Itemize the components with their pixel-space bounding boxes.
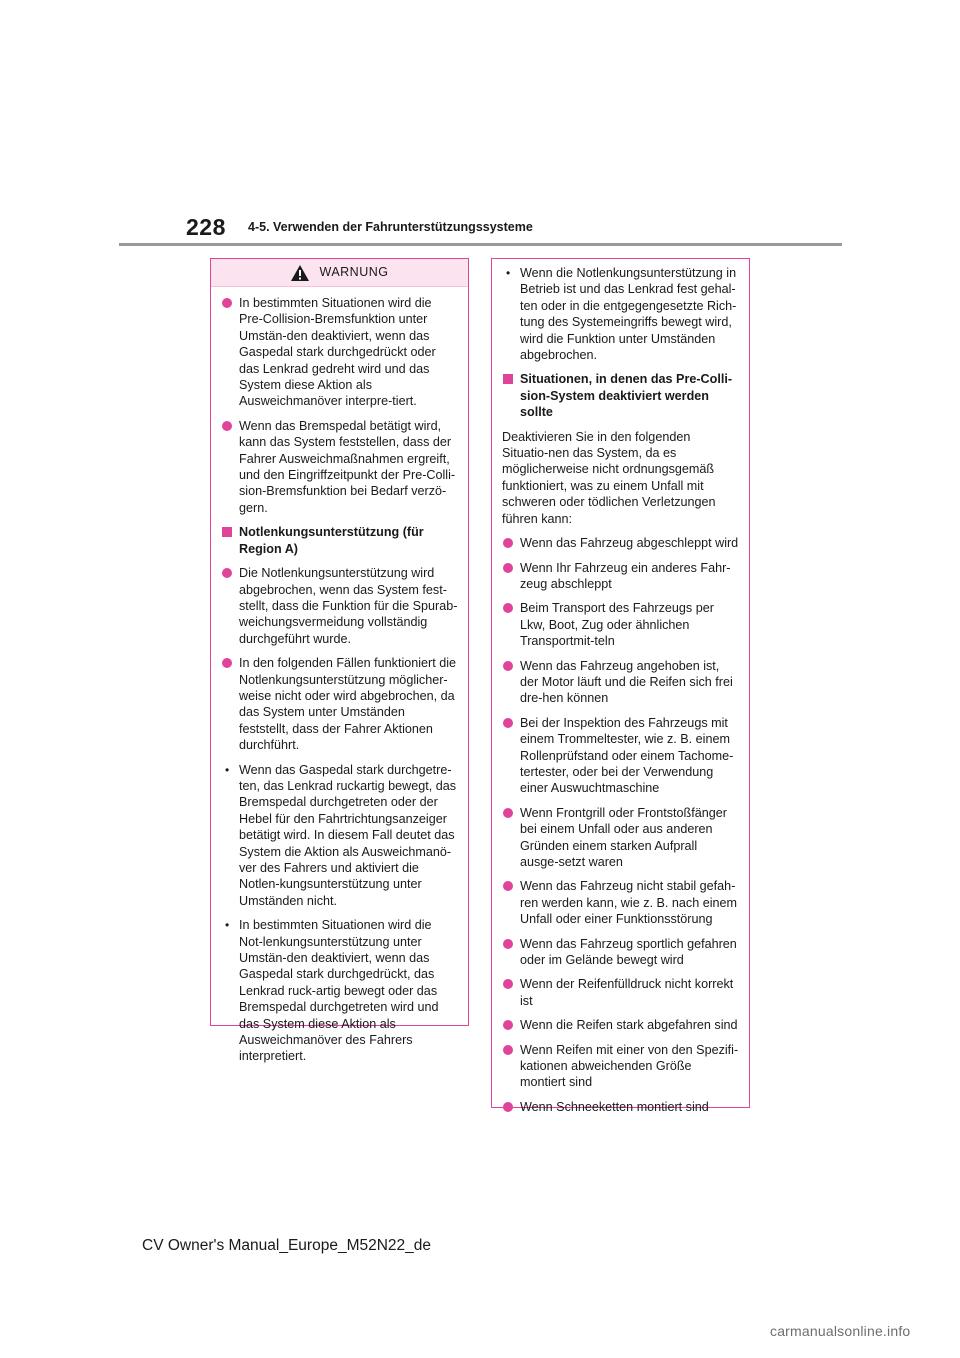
item-text: Wenn das Fahrzeug nicht stabil gefah-ren werden kann, wie z. B. nach einem Unfall oder einer Funktionsstörung <box>520 879 738 927</box>
list-item <box>502 715 739 797</box>
list-item <box>221 762 458 910</box>
list-item <box>502 1099 739 1115</box>
list-item <box>502 1042 739 1091</box>
item-text: Wenn Frontgrill oder Frontstoßfänger bei einem Unfall oder aus anderen Gründen einem starken Aufprall ausge-setzt waren <box>520 805 727 869</box>
list-item <box>502 1017 739 1033</box>
circle-bullet-icon <box>503 881 513 891</box>
circle-bullet-icon <box>222 658 232 668</box>
list-item <box>502 805 739 871</box>
item-text: Wenn Schneeketten montiert sind <box>520 1099 709 1114</box>
item-text: In bestimmten Situationen wird die Not-lenkungsunterstützung unter Umstän-den deaktiviert, wenn das Gaspedal stark durchgedrückt, das Lenkrad ruck-artig bewegt oder das Bremspedal durchgetreten wird und das System diese Aktion als Ausweichmanöver des Fahrers interpretiert. <box>239 918 439 1064</box>
page-number: 228 <box>186 214 226 240</box>
footer-manual-id: CV Owner's Manual_Europe_M52N22_de <box>142 1237 432 1254</box>
item-text: Notlenkungsunterstützung (für Region A) <box>239 525 424 556</box>
warning-items <box>221 295 458 1065</box>
item-text: Situationen, in denen das Pre-Colli-sion-System deaktiviert werden sollte <box>520 372 733 420</box>
paragraph <box>502 429 739 527</box>
item-text: Deaktivieren Sie in den folgenden Situatio-nen das System, da es möglicherweise nicht ordnungsgemäß funktioniert, was zu einem Unfall mit schweren oder tödlichen Verletzungen führen kann: <box>502 429 716 526</box>
circle-bullet-icon <box>503 718 513 728</box>
warning-box <box>210 258 469 1064</box>
list-item <box>221 565 458 647</box>
warning-triangle-icon <box>290 264 310 282</box>
deactivation-items <box>502 265 739 1115</box>
item-text: Wenn die Notlenkungsunterstützung in Betrieb ist und das Lenkrad fest gehal-ten oder in die entgegengesetzte Rich-tung des Systemeingriffs bewegt wird, wird die Funktion unter Umständen abgebrochen. <box>520 266 737 363</box>
item-text: Wenn das Fahrzeug angehoben ist, der Motor läuft und die Reifen sich frei dre-hen können <box>520 658 733 706</box>
circle-bullet-icon <box>503 563 513 573</box>
circle-bullet-icon <box>503 661 513 671</box>
item-text: Wenn der Reifenfülldruck nicht korrekt ist <box>520 977 734 1008</box>
list-item <box>502 265 739 363</box>
square-bullet-icon <box>222 527 232 537</box>
dot-bullet-icon: • <box>225 918 230 933</box>
item-text: Wenn das Fahrzeug sportlich gefahren oder im Gelände bewegt wird <box>520 936 737 968</box>
circle-bullet-icon <box>503 603 513 613</box>
circle-bullet-icon <box>503 1102 513 1112</box>
list-item <box>502 878 739 927</box>
item-text: Wenn die Reifen stark abgefahren sind <box>520 1018 738 1033</box>
list-item <box>221 917 458 1065</box>
item-text: Wenn das Gaspedal stark durchgetre-ten, das Lenkrad ruckartig bewegt, das Bremspedal durchgetreten oder der Hebel für den Fahrtrichtungsanzeiger betätigt wird. In diesem Fall deutet das System die Aktion als Ausweichmanö-ver des Fahrers und aktiviert die Notlen-kungsunterstützung unter Umständen nicht. <box>239 762 457 908</box>
list-item <box>502 936 739 969</box>
deactivation-box <box>491 258 750 1114</box>
list-item <box>221 295 458 410</box>
circle-bullet-icon <box>222 421 232 431</box>
list-item <box>502 560 739 593</box>
list-item <box>221 418 458 516</box>
item-text: Wenn das Fahrzeug abgeschleppt wird <box>520 536 739 551</box>
item-text: In den folgenden Fällen funktioniert die Notlenkungsunterstützung möglicher-weise nicht oder wird abgebrochen, da das System unter Umständen feststellt, dass der Fahrer Aktionen durchführt. <box>239 656 457 753</box>
list-item <box>502 976 739 1009</box>
circle-bullet-icon <box>503 1020 513 1030</box>
circle-bullet-icon <box>503 808 513 818</box>
item-text: Beim Transport des Fahrzeugs per Lkw, Boot, Zug oder ähnlichen Transportmit-teln <box>520 601 714 649</box>
list-item <box>502 535 739 551</box>
square-bullet-icon <box>503 374 513 384</box>
list-item <box>221 655 458 753</box>
dot-bullet-icon: • <box>225 762 230 777</box>
warning-header <box>211 259 468 287</box>
subheading <box>221 524 458 557</box>
item-text: Bei der Inspektion des Fahrzeugs mit einem Trommeltester, wie z. B. einem Rollenprüfstand oder einem Tachome-tertester, oder bei der Verwendung einer Auswuchtmaschine <box>520 715 734 796</box>
list-item <box>502 600 739 649</box>
item-text: Wenn Ihr Fahrzeug ein anderes Fahr-zeug abschleppt <box>520 560 731 591</box>
item-text: Die Notlenkungsunterstützung wird abgebrochen, wenn das System fest-stellt, dass die Funktion für die Spurab-weichungsvermeidung vollständig durchgeführt wurde. <box>239 566 458 646</box>
item-text: Wenn das Bremspedal betätigt wird, kann das System feststellen, dass der Fahrer Ausweichmaßnahmen ergreift, und den Eingriffzeitpunkt der Pre-Colli-sion-Bremsfunktion bei Bedarf verzö-gern. <box>239 418 456 515</box>
section-title: 4-5. Verwenden der Fahrunterstützungssysteme <box>248 220 533 234</box>
circle-bullet-icon <box>503 979 513 989</box>
item-text: Wenn Reifen mit einer von den Spezifi-kationen abweichenden Größe montiert sind <box>520 1042 739 1090</box>
dot-bullet-icon: • <box>506 266 511 280</box>
circle-bullet-icon <box>503 1045 513 1055</box>
watermark: carmanualsonline.info <box>770 1323 911 1339</box>
circle-bullet-icon <box>222 568 232 578</box>
list-item <box>502 658 739 707</box>
item-text: In bestimmten Situationen wird die Pre-Collision-Bremsfunktion unter Umstän-den deaktiviert, wenn das Gaspedal stark durchgedrückt oder das Lenkrad gedreht wird und das System diese Aktion als Ausweichmanöver interpre-tiert. <box>239 296 436 409</box>
circle-bullet-icon <box>222 298 232 308</box>
subheading <box>502 371 739 420</box>
header-rule <box>119 243 842 246</box>
circle-bullet-icon <box>503 538 513 548</box>
circle-bullet-icon <box>503 939 513 949</box>
warning-label: WARNUNG <box>319 265 389 280</box>
